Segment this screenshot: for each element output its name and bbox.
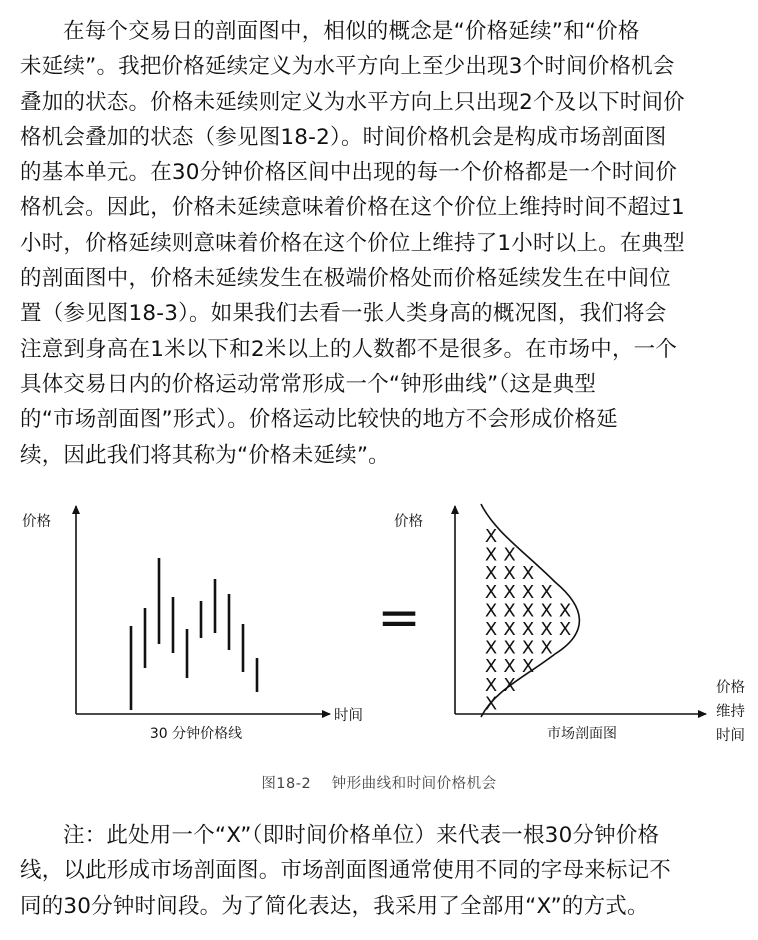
tpo-x-mark: X	[521, 563, 535, 585]
tpo-x-mark: X	[540, 637, 553, 659]
figure-svg	[0, 492, 758, 752]
right-x-axis-label-line2: 维持	[716, 704, 745, 720]
text-line: 注意到身高在1米以下和2米以上的人数都不是很多。在市场中，一个	[20, 336, 678, 362]
text-line: 置（参见图18-3）。如果我们去看一张人类身高的概况图，我们将会	[20, 301, 667, 327]
tpo-x-mark: X	[503, 600, 516, 622]
text-line: 的剖面图中，价格未延续发生在极端价格处而价格延续发生在中间位	[20, 266, 672, 292]
tpo-x-mark: X	[484, 526, 498, 547]
tpo-grid	[485, 526, 571, 714]
equals-sign: =	[377, 588, 421, 648]
right-chart	[394, 504, 745, 744]
tpo-x-mark: X	[484, 637, 498, 659]
text-line: 格机会。因此，价格未延续意味着价格在这个价位上维持时间不超过1	[20, 195, 685, 221]
text-line: 同的30分钟时间段。为了简化表达，我采用了全部用“X”的方式。	[20, 893, 649, 919]
tpo-x-mark: X	[503, 637, 516, 659]
left-x-axis-label: 时间	[334, 708, 363, 724]
figure-caption-title: 钟形曲线和时间价格机会	[331, 776, 497, 792]
tpo-x-mark: X	[503, 563, 516, 585]
price-bars	[131, 558, 257, 710]
tpo-x-mark: X	[484, 656, 498, 678]
tpo-x-mark: X	[540, 581, 553, 603]
tpo-x-mark: X	[521, 581, 535, 603]
tpo-x-mark: X	[503, 619, 516, 640]
figure-caption	[0, 772, 758, 793]
tpo-x-mark: X	[484, 693, 498, 715]
tpo-x-mark: X	[540, 619, 553, 640]
right-x-axis-label-line1: 价格	[716, 680, 745, 696]
tpo-x-mark: X	[521, 656, 535, 678]
tpo-x-mark: X	[503, 544, 516, 566]
tpo-x-mark: X	[484, 674, 498, 696]
tpo-x-mark: X	[521, 637, 535, 659]
paragraph-2	[20, 818, 748, 924]
text-line: 叠加的状态。价格未延续则定义为水平方向上只出现2个及以下时间价	[20, 89, 685, 115]
text-line: 格机会叠加的状态（参见图18-2）。时间价格机会是构成市场剖面图	[20, 124, 667, 150]
text-line: 线，以此形成市场剖面图。市场剖面图通常使用不同的字母来标记不	[20, 858, 672, 884]
tpo-x-mark: X	[484, 600, 498, 622]
tpo-x-mark: X	[503, 674, 516, 696]
tpo-x-mark: X	[484, 563, 498, 585]
text-line: 的“市场剖面图”形式）。价格运动比较快的地方不会形成价格延	[20, 407, 618, 433]
tpo-x-mark: X	[521, 600, 535, 622]
text-line: 续，因此我们将其称为“价格未延续”。	[20, 442, 390, 468]
text-line: 在每个交易日的剖面图中，相似的概念是“价格延续”和“价格	[63, 19, 640, 44]
left-y-axis-label: 价格	[22, 514, 51, 530]
figure-18-2	[0, 492, 758, 752]
tpo-x-mark: X	[503, 581, 516, 603]
left-chart	[22, 506, 363, 742]
text-line: 注：此处用一个“X”（即时间价格单位）来代表一根30分钟价格	[63, 823, 660, 848]
tpo-x-mark: X	[484, 619, 498, 640]
text-line: 未延续”。我把价格延续定义为水平方向上至少出现3个时间价格机会	[20, 54, 675, 80]
tpo-x-mark: X	[484, 581, 498, 603]
paragraph-1	[20, 14, 748, 473]
tpo-x-mark: X	[540, 600, 553, 622]
figure-caption-number: 图18-2	[261, 776, 312, 792]
right-x-axis-label-line3: 时间	[716, 728, 745, 744]
tpo-x-mark: X	[558, 619, 572, 640]
tpo-x-mark: X	[484, 544, 498, 566]
tpo-x-mark: X	[558, 600, 572, 622]
right-chart-caption: 市场剖面图	[547, 726, 617, 742]
text-line: 小时，价格延续则意味着价格在这个价位上维持了1小时以上。在典型	[20, 230, 685, 256]
text-line: 具体交易日内的价格运动常常形成一个“钟形曲线”（这是典型	[20, 371, 597, 397]
tpo-x-mark: X	[521, 619, 535, 640]
text-line: 的基本单元。在30分钟价格区间中出现的每一个价格都是一个时间价	[20, 160, 678, 186]
left-chart-caption: 30 分钟价格线	[149, 726, 243, 742]
tpo-x-mark: X	[503, 656, 516, 678]
right-y-axis-label: 价格	[394, 514, 423, 530]
